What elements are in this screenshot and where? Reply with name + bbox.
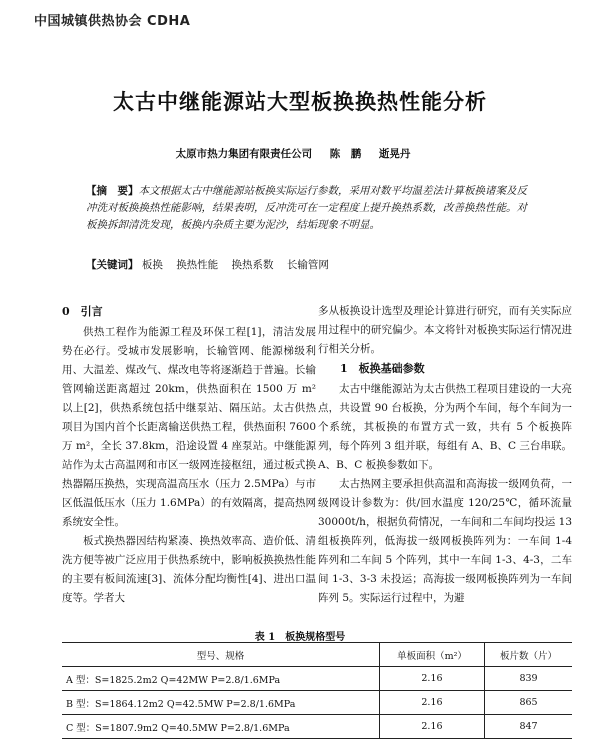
table-cell: 847 <box>485 715 572 739</box>
basic-paragraph-1: 太古中继能源站为太古供热工程项目建设的一大亮点，共设置 90 台板换，分为两个车间，每个车间为一个系统，其板换的布置方式一致，共有 5 个板换阵列，每个阵列 3 组并联，每组有 A、B、C 三台串联。A、B、C 板换参数如下。 <box>318 383 572 471</box>
left-column <box>62 302 316 608</box>
table-header-cell: 单板面积（m²） <box>379 643 484 667</box>
keywords <box>86 257 534 274</box>
table-header-cell: 型号、规格 <box>62 643 379 667</box>
abstract <box>86 183 534 234</box>
spec-table <box>62 642 572 739</box>
table-header-cell: 板片数（片） <box>485 643 572 667</box>
section-heading-intro: 0 引言 <box>62 305 103 318</box>
table-cell: 2.16 <box>379 667 484 691</box>
keyword: 板换 <box>141 259 163 271</box>
intro-paragraph-1: 供热工程作为能源工程及环保工程[1]，清洁发展势在必行。受城市发展影响，长输管网、能源梯级利用、大温差、煤改气、煤改电等将逐渐趋于普遍。长输管网输送距离超过 20km，供热面积在 1500 万 m² 以上[2]，供热系统包括中继泵站、隔压站。太古供热项目为国内首个长距离输送供热工程，供热面积 7600 万 m²，全长 37.8km，沿途设置 4 座泵站。中继能源站作为太古高温网和市区一级网连接枢纽，通过板式换热器隔压换热，实现高温高压水（压力 2.5MPa）与市区低温低压水（压力 1.6MPa）的有效隔离，提高热网系统安全性。 <box>62 326 316 528</box>
table-caption: 表 1 板换规格型号 <box>254 632 346 643</box>
keyword: 长输管网 <box>286 259 329 271</box>
section-heading-basic: 1 板换基础参数 <box>340 362 425 375</box>
keyword: 换热性能 <box>176 259 219 271</box>
basic-paragraph-2: 太古热网主要承担供高温和高海拔一级网负荷，一级网设计参数为：供/回水温度 120/25℃，循环流量 30000t/h，根据负荷情况，一车间和二车间均投运 13 组板换阵列，低海拔一级网板换阵列为：一车间 1-4 阵列和二车间 5 个阵列，其中一车间 1-3、4-3，二车间 1-3、3-3 未投运；高海拔一级网板换阵列为一车间阵列 5。实际运行过程中，为避 <box>318 478 572 604</box>
table-cell: 865 <box>485 691 572 715</box>
author-1: 陈 鹏 <box>329 148 362 160</box>
table-row <box>62 667 572 691</box>
table-cell: B 型：S=1864.12m2 Q=42.5MW P=2.8/1.6MPa <box>62 691 379 715</box>
header-organization: 中国城镇供热协会 CDHA <box>34 14 191 29</box>
table-row <box>62 691 572 715</box>
table-cell: C 型：S=1807.9m2 Q=40.5MW P=2.8/1.6MPa <box>62 715 379 739</box>
byline <box>0 146 600 161</box>
right-column <box>318 302 572 608</box>
table-cell: 839 <box>485 667 572 691</box>
keyword: 换热系数 <box>231 259 274 271</box>
abstract-label: 【摘 要】 <box>86 185 139 197</box>
table-cell: 2.16 <box>379 691 484 715</box>
table-cell: A 型：S=1825.2m2 Q=42MW P=2.8/1.6MPa <box>62 667 379 691</box>
table-row <box>62 715 572 739</box>
abstract-text: 本文根据太古中继能源站板换实际运行参数，采用对数平均温差法计算板换诸案及反冲洗对板换换热性能影响，结果表明，反冲洗可在一定程度上提升换热系数，改善换热性能。对板换拆卸清洗发现，板换内杂质主要为泥沙，结垢现象不明显。 <box>86 185 527 231</box>
intro-paragraph-continued: 多从板换设计选型及理论计算进行研究，而有关实际应用过程中的研究偏少。本文将针对板换实际运行情况进行相关分析。 <box>318 305 572 355</box>
affiliation: 太原市热力集团有限责任公司 <box>175 148 313 160</box>
table-header-row <box>62 643 572 667</box>
intro-paragraph-2: 板式换热器因结构紧凑、换热效率高、造价低、清洗方便等被广泛应用于供热系统中，影响板换换热性能的主要有板间流速[3]、流体分配均衡性[4]、进出口温度等。学者大 <box>62 535 316 604</box>
author-2: 逝晃丹 <box>378 148 411 160</box>
paper-title: 太古中继能源站大型板换换热性能分析 <box>113 89 487 114</box>
keywords-label: 【关键词】 <box>86 259 139 271</box>
table-cell: 2.16 <box>379 715 484 739</box>
